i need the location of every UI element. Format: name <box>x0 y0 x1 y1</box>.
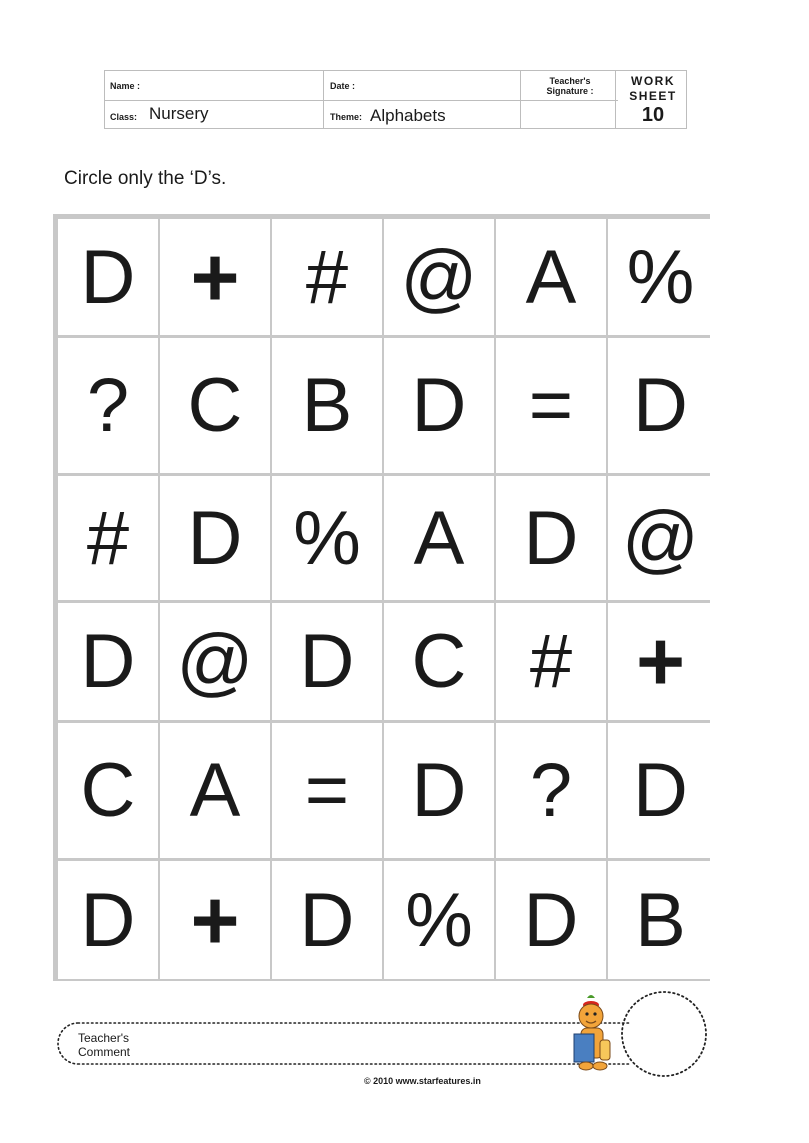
symbol-grid <box>53 214 710 981</box>
grid-cell[interactable]: @ <box>384 219 494 335</box>
grid-cell[interactable]: A <box>496 219 606 335</box>
worksheet-label: WORK SHEET <box>629 74 677 103</box>
teacher-comment-label: Teacher's Comment <box>78 1031 131 1059</box>
grid-cell[interactable]: D <box>58 861 158 979</box>
copyright-text: © 2010 www.starfeatures.in <box>364 1076 481 1086</box>
grid-cell[interactable]: D <box>384 338 494 473</box>
worksheet-header <box>104 70 687 129</box>
grid-cell[interactable]: B <box>608 861 713 979</box>
grid-cell[interactable]: A <box>160 723 270 858</box>
grid-cell[interactable]: A <box>384 476 494 600</box>
grid-cell[interactable]: = <box>496 338 606 473</box>
teacher-signature-label: Teacher's Signature : <box>546 76 594 96</box>
worksheet-number: 10 <box>641 104 665 126</box>
grid-cell[interactable]: + <box>160 861 270 979</box>
grid-cell[interactable]: D <box>496 861 606 979</box>
grid-cell[interactable]: % <box>272 476 382 600</box>
theme-value: Alphabets <box>370 106 446 125</box>
grid-cell[interactable]: D <box>160 476 270 600</box>
grid-cell[interactable]: B <box>272 338 382 473</box>
grid-cell[interactable]: + <box>160 219 270 335</box>
theme-label: Theme: <box>330 112 363 122</box>
grid-cell[interactable]: @ <box>608 476 713 600</box>
grid-cell[interactable]: # <box>58 476 158 600</box>
grid-cell[interactable]: + <box>608 603 713 720</box>
grid-cell[interactable]: = <box>272 723 382 858</box>
grid-cell[interactable]: C <box>160 338 270 473</box>
date-label: Date : <box>330 81 356 91</box>
grid-cell[interactable]: C <box>384 603 494 720</box>
class-value: Nursery <box>149 104 209 123</box>
grid-cell[interactable]: D <box>272 603 382 720</box>
teacher-comment-box[interactable] <box>56 1021 631 1066</box>
symbol-grid-cells <box>58 219 705 976</box>
grid-cell[interactable]: ? <box>58 338 158 473</box>
grid-cell[interactable]: @ <box>160 603 270 720</box>
grid-cell[interactable]: C <box>58 723 158 858</box>
stamp-circle[interactable] <box>620 990 710 1080</box>
name-label: Name : <box>110 81 141 91</box>
grid-cell[interactable]: D <box>608 338 713 473</box>
grid-cell[interactable]: # <box>496 603 606 720</box>
grid-cell[interactable]: D <box>496 476 606 600</box>
grid-cell[interactable]: # <box>272 219 382 335</box>
grid-cell[interactable]: D <box>58 219 158 335</box>
grid-cell[interactable]: D <box>272 861 382 979</box>
grid-cell[interactable]: % <box>608 219 713 335</box>
grid-cell[interactable]: D <box>384 723 494 858</box>
grid-cell[interactable]: D <box>58 603 158 720</box>
grid-cell[interactable]: ? <box>496 723 606 858</box>
class-label: Class: <box>110 112 138 122</box>
grid-cell[interactable]: % <box>384 861 494 979</box>
mascot-icon <box>568 990 618 1072</box>
grid-cell[interactable]: D <box>608 723 713 858</box>
instruction-text: Circle only the ‘D’s. <box>64 168 227 189</box>
